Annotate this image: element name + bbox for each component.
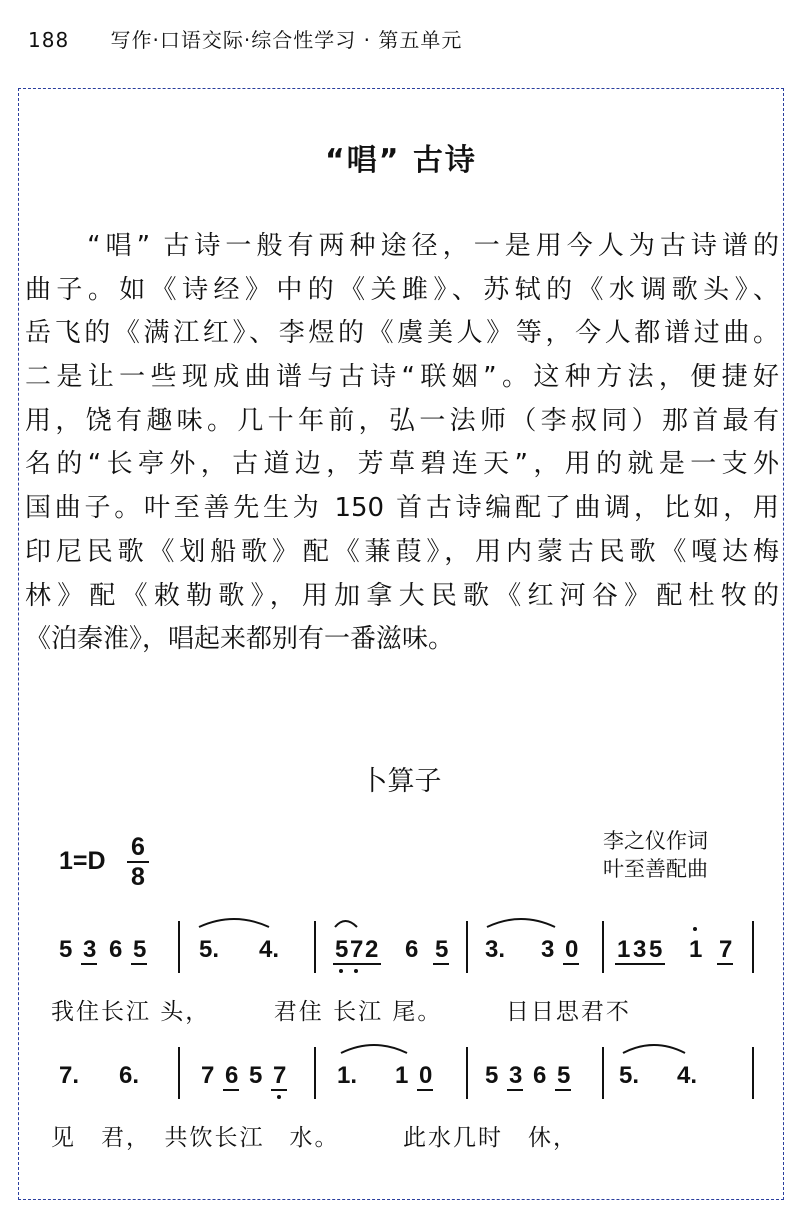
body-line: 国曲子。叶至善先生为 150 首古诗编配了曲调，比如，用 — [25, 493, 779, 524]
page-number: 188 — [28, 28, 70, 52]
note: 5. — [619, 1062, 640, 1089]
key-signature: 1=D — [59, 847, 106, 875]
note: 4. — [677, 1062, 698, 1089]
body-line: 用，饶有趣味。几十年前，弘一法师（李叔同）那首最有 — [25, 405, 779, 436]
note: 5 — [335, 936, 349, 963]
low-octave-dot — [277, 1095, 281, 1099]
page-header — [28, 24, 462, 53]
lyricist: 李之仪作词 — [603, 829, 708, 853]
note: 7 — [350, 936, 364, 963]
note: 5 — [133, 936, 147, 963]
lyrics-row-2: 见 君， 共饮长江 水。 此水几时 休， — [51, 1125, 578, 1151]
body-line: 《泊秦淮》，唱起来都别有一番滋味。 — [25, 624, 455, 655]
notation-row-2 — [59, 1045, 753, 1099]
article-title: “唱” 古诗 — [325, 143, 477, 178]
high-octave-dot — [693, 927, 697, 931]
note: 3 — [541, 936, 555, 963]
note: 3 — [509, 1062, 523, 1089]
note: 4. — [259, 936, 280, 963]
note: 3 — [83, 936, 97, 963]
note: 6 — [405, 936, 419, 963]
note: 2 — [365, 936, 379, 963]
note: 7 — [273, 1062, 287, 1089]
note: 5 — [435, 936, 449, 963]
time-numerator: 6 — [131, 833, 145, 861]
note: 6 — [225, 1062, 239, 1089]
content-box — [18, 88, 784, 1200]
time-denominator: 8 — [131, 863, 145, 891]
song-title: 卜算子 — [360, 766, 442, 797]
note: 5 — [485, 1062, 499, 1089]
note: 1 — [395, 1062, 409, 1089]
body-line: 曲子。如《诗经》中的《关雎》、苏轼的《水调歌头》、 — [25, 274, 779, 305]
slur — [623, 1045, 685, 1053]
section-title: 写作·口语交际·综合性学习 · 第五单元 — [110, 28, 463, 52]
body-line: 岳飞的《满江红》、李煜的《虞美人》等，今人都谱过曲。 — [25, 318, 779, 349]
low-octave-dot — [354, 969, 358, 973]
lyrics-row-1: 我住长江 头， 君住 长江 尾。 日日思君不 — [51, 999, 631, 1025]
note: 6 — [533, 1062, 547, 1089]
note: 1. — [337, 1062, 358, 1089]
body-line: 名的“长亭外，古道边，芳草碧连天”，用的就是一支外 — [25, 449, 779, 480]
body-line: 二是让一些现成曲谱与古诗“联姻”。这种方法，便捷好 — [25, 362, 779, 393]
note: 1 — [689, 936, 703, 963]
note: 5 — [557, 1062, 571, 1089]
note: 5 — [249, 1062, 263, 1089]
slur — [335, 921, 357, 927]
body-line: 印尼民歌《划船歌》配《蒹葭》，用内蒙古民歌《嘎达梅 — [25, 536, 779, 567]
note: 5. — [199, 936, 220, 963]
arranger: 叶至善配曲 — [603, 857, 708, 881]
note: 0 — [565, 936, 579, 963]
slur — [199, 919, 269, 927]
note: 7. — [59, 1062, 80, 1089]
note: 3 — [633, 936, 647, 963]
note: 7 — [201, 1062, 215, 1089]
body-line: 林》配《敕勒歌》，用加拿大民歌《红河谷》配杜牧的 — [25, 580, 779, 611]
slur — [487, 919, 555, 927]
note: 3. — [485, 936, 506, 963]
body-line: “唱” 古诗一般有两种途径，一是用今人为古诗谱的 — [25, 231, 779, 261]
numbered-notation — [19, 89, 785, 1201]
note: 5 — [59, 936, 73, 963]
note: 6. — [119, 1062, 140, 1089]
notation-row-1 — [59, 919, 753, 973]
note: 7 — [719, 936, 733, 963]
note: 0 — [419, 1062, 433, 1089]
note: 5 — [649, 936, 663, 963]
note: 1 — [617, 936, 631, 963]
low-octave-dot — [339, 969, 343, 973]
slur — [341, 1045, 407, 1053]
note: 6 — [109, 936, 123, 963]
